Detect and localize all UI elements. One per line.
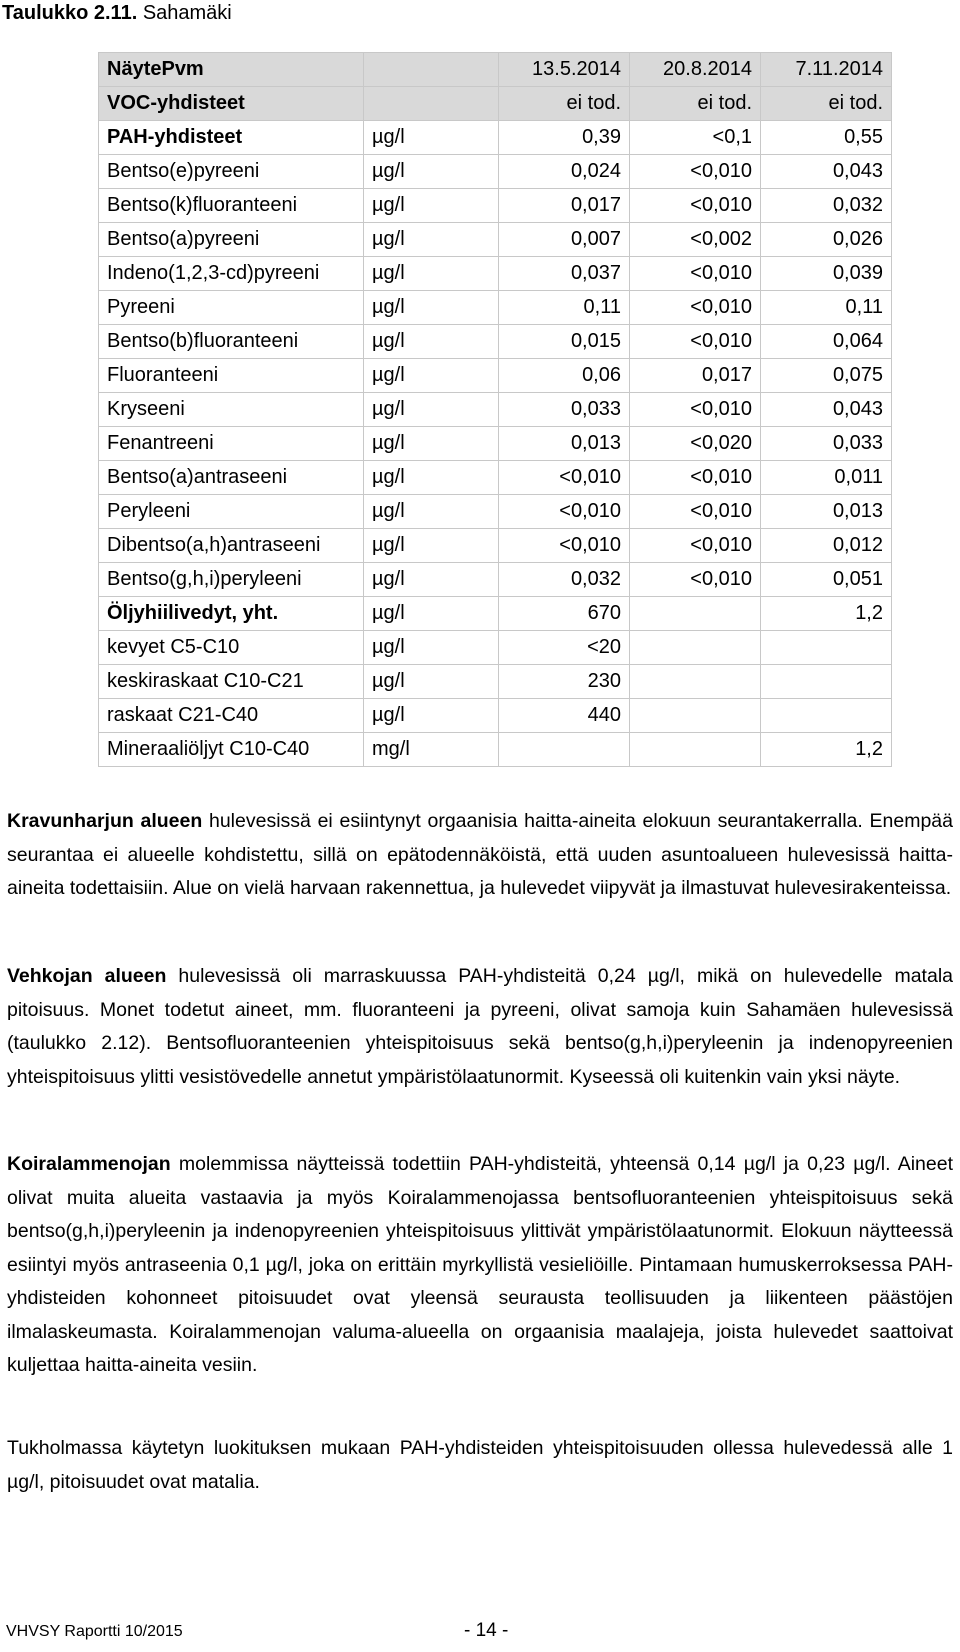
table-cell: 670 (499, 597, 630, 631)
table-cell: Kryseeni (99, 393, 364, 427)
table-cell (630, 631, 761, 665)
table-cell: 0,033 (761, 427, 892, 461)
table-cell: 0,043 (761, 155, 892, 189)
table-row (99, 733, 892, 767)
table-cell: µg/l (364, 291, 499, 325)
table-cell: µg/l (364, 359, 499, 393)
table-cell: µg/l (364, 121, 499, 155)
table-cell: 0,037 (499, 257, 630, 291)
table-cell: 0,075 (761, 359, 892, 393)
paragraph-tukholma (7, 1432, 953, 1499)
footer-page-number: - 14 - (464, 1620, 509, 1641)
paragraph-vehkoja (7, 960, 953, 1094)
table-row (99, 563, 892, 597)
table-cell: <0,010 (630, 155, 761, 189)
table-cell: µg/l (364, 699, 499, 733)
table-cell: <0,010 (630, 291, 761, 325)
table-cell: <0,010 (499, 495, 630, 529)
table-row (99, 155, 892, 189)
table-cell (364, 87, 499, 121)
table-cell: Bentso(e)pyreeni (99, 155, 364, 189)
table-cell: Pyreeni (99, 291, 364, 325)
table-cell: µg/l (364, 325, 499, 359)
table-cell: ei tod. (630, 87, 761, 121)
table-cell: 0,032 (761, 189, 892, 223)
table-cell: <0,010 (630, 257, 761, 291)
table-cell: µg/l (364, 393, 499, 427)
table-cell: 0,043 (761, 393, 892, 427)
table-cell: Peryleeni (99, 495, 364, 529)
table-caption (2, 2, 232, 25)
paragraph-body: molemmissa näytteissä todettiin PAH-yhdisteitä, yhteensä 0,14 µg/l ja 0,23 µg/l. Aineet olivat muita alueita vastaavia ja myös Koiralammenojassa bentsofluoranteenien yhteispitoisuus sekä bentso(g,h,i)peryleenin ja indenopyreenien yhteispitoisuus ylittivät ympäristölaatunormit. Elokuun näytteessä esiintyi myös antraseenia 0,1 µg/l, joka on erittäin myrkyllistä vesieliöille. Pintamaan humuskerroksessa PAH-yhdisteiden kohonneet pitoisuudet ovat yleensä seurausta teollisuuden ja liikenteen päästöjen ilmalaskeumasta. Koiralammenojan valuma-alueella on orgaanisia maalajeja, joista hulevedet saattoivat kuljettaa haitta-aineita vesiin. (7, 1153, 953, 1376)
table-cell: 0,032 (499, 563, 630, 597)
table-row (99, 257, 892, 291)
table-cell: 0,039 (761, 257, 892, 291)
table-cell: <0,020 (630, 427, 761, 461)
table-cell: <20 (499, 631, 630, 665)
table-header-cell: 13.5.2014 (499, 53, 630, 87)
table-row (99, 597, 892, 631)
table-cell: <0,010 (630, 529, 761, 563)
table-cell: 0,015 (499, 325, 630, 359)
table-row (99, 121, 892, 155)
table-cell (630, 699, 761, 733)
table-row (99, 529, 892, 563)
table-cell: 0,017 (630, 359, 761, 393)
table-cell: µg/l (364, 597, 499, 631)
table-cell (761, 699, 892, 733)
table-cell: µg/l (364, 155, 499, 189)
table-header-cell: 7.11.2014 (761, 53, 892, 87)
table-row (99, 291, 892, 325)
table-cell: 0,011 (761, 461, 892, 495)
table-cell: 0,11 (499, 291, 630, 325)
table-cell: PAH-yhdisteet (99, 121, 364, 155)
table-cell: 0,013 (761, 495, 892, 529)
table-cell: 0,017 (499, 189, 630, 223)
table-cell: 0,026 (761, 223, 892, 257)
footer-report: VHVSY Raportti 10/2015 (6, 1623, 183, 1640)
table-cell: µg/l (364, 427, 499, 461)
table-cell: Bentso(k)fluoranteeni (99, 189, 364, 223)
table-cell: raskaat C21-C40 (99, 699, 364, 733)
paragraph-kravunharju (7, 805, 953, 906)
table-cell: 0,11 (761, 291, 892, 325)
table-cell: 0,033 (499, 393, 630, 427)
caption-title: Sahamäki (142, 2, 232, 24)
paragraph-bold-lead: Vehkojan alueen (7, 965, 167, 987)
table-cell (630, 665, 761, 699)
table-cell: µg/l (364, 631, 499, 665)
table-cell (499, 733, 630, 767)
table-cell: Indeno(1,2,3-cd)pyreeni (99, 257, 364, 291)
table-cell: Mineraaliöljyt C10-C40 (99, 733, 364, 767)
table-cell: µg/l (364, 257, 499, 291)
table-cell: <0,010 (499, 529, 630, 563)
table-cell: µg/l (364, 189, 499, 223)
table-cell: 0,06 (499, 359, 630, 393)
table-header-cell (364, 53, 499, 87)
table-row (99, 665, 892, 699)
paragraph-body: hulevesissä ei esiintynyt orgaanisia haitta-aineita elokuun seurantakerralla. Enempää seurantaa ei alueelle kohdistettu, sillä on epätodennäköistä, että uuden asuntoalueen hulevesissä haitta-aineita todettaisiin. Alue on vielä harvaan rakennettua, ja hulevedet viipyvät ja ilmastuvat hulevesirakenteissa. (7, 810, 953, 899)
table-cell: ei tod. (499, 87, 630, 121)
table-cell (761, 631, 892, 665)
table-cell: <0,1 (630, 121, 761, 155)
table-cell: 1,2 (761, 733, 892, 767)
table-row (99, 223, 892, 257)
table-cell: 0,012 (761, 529, 892, 563)
table-cell: 0,39 (499, 121, 630, 155)
table-row (99, 87, 892, 121)
table-cell: <0,010 (630, 563, 761, 597)
table-cell (761, 665, 892, 699)
table-cell: 440 (499, 699, 630, 733)
table-cell: 0,064 (761, 325, 892, 359)
data-table (98, 52, 892, 767)
table-row (99, 359, 892, 393)
table-cell: µg/l (364, 665, 499, 699)
table-cell: <0,010 (630, 393, 761, 427)
table-header-cell: NäytePvm (99, 53, 364, 87)
table-cell: VOC-yhdisteet (99, 87, 364, 121)
table-cell: Fenantreeni (99, 427, 364, 461)
table-cell (630, 597, 761, 631)
table-cell: Fluoranteeni (99, 359, 364, 393)
table-header-row (99, 53, 892, 87)
table-cell: 0,55 (761, 121, 892, 155)
table-cell: mg/l (364, 733, 499, 767)
table-cell: µg/l (364, 223, 499, 257)
paragraph-koiralammenoja (7, 1148, 953, 1383)
table-row (99, 495, 892, 529)
table-row (99, 325, 892, 359)
table-cell: Bentso(g,h,i)peryleeni (99, 563, 364, 597)
table-row (99, 393, 892, 427)
table-cell: 1,2 (761, 597, 892, 631)
table-header-cell: 20.8.2014 (630, 53, 761, 87)
table-cell: 0,013 (499, 427, 630, 461)
table-cell: Bentso(b)fluoranteeni (99, 325, 364, 359)
table-cell: <0,010 (630, 189, 761, 223)
table-cell: Dibentso(a,h)antraseeni (99, 529, 364, 563)
table-cell: µg/l (364, 461, 499, 495)
table-cell: <0,010 (630, 495, 761, 529)
table-cell: µg/l (364, 563, 499, 597)
table-row (99, 631, 892, 665)
table-cell: keskiraskaat C10-C21 (99, 665, 364, 699)
table-cell: 0,007 (499, 223, 630, 257)
table-cell (630, 733, 761, 767)
table-cell: µg/l (364, 529, 499, 563)
table-cell: ei tod. (761, 87, 892, 121)
paragraph-bold-lead: Kravunharjun alueen (7, 810, 203, 832)
table-cell: 0,051 (761, 563, 892, 597)
table-cell: 230 (499, 665, 630, 699)
paragraph-bold-lead: Koiralammenojan (7, 1153, 171, 1175)
table-cell: <0,010 (630, 325, 761, 359)
table-cell: <0,002 (630, 223, 761, 257)
table-cell: Bentso(a)pyreeni (99, 223, 364, 257)
caption-label: Taulukko 2.11. (2, 2, 138, 24)
table-cell: 0,024 (499, 155, 630, 189)
table-cell: µg/l (364, 495, 499, 529)
table-cell: Bentso(a)antraseeni (99, 461, 364, 495)
table-row (99, 427, 892, 461)
table-row (99, 699, 892, 733)
table-cell: <0,010 (630, 461, 761, 495)
table-row (99, 189, 892, 223)
table-row (99, 461, 892, 495)
table-cell: kevyet C5-C10 (99, 631, 364, 665)
table-cell: <0,010 (499, 461, 630, 495)
table-cell: Öljyhiilivedyt, yht. (99, 597, 364, 631)
paragraph-body: Tukholmassa käytetyn luokituksen mukaan PAH-yhdisteiden yhteispitoisuuden ollessa hulevedessä alle 1 µg/l, pitoisuudet ovat matalia. (7, 1437, 953, 1493)
paragraph-body: hulevesissä oli marraskuussa PAH-yhdisteitä 0,24 µg/l, mikä on hulevedelle matala pitoisuus. Monet todetut aineet, mm. fluoranteeni ja pyreeni, olivat samoja kuin Sahamäen hulevesissä (taulukko 2.12). Bentsofluoranteenien yhteispitoisuus sekä bentso(g,h,i)peryleenin ja indenopyreenien yhteispitoisuus ylitti vesistövedelle annetut ympäristölaatunormit. Kyseessä oli kuitenkin vain yksi näyte. (7, 965, 953, 1088)
